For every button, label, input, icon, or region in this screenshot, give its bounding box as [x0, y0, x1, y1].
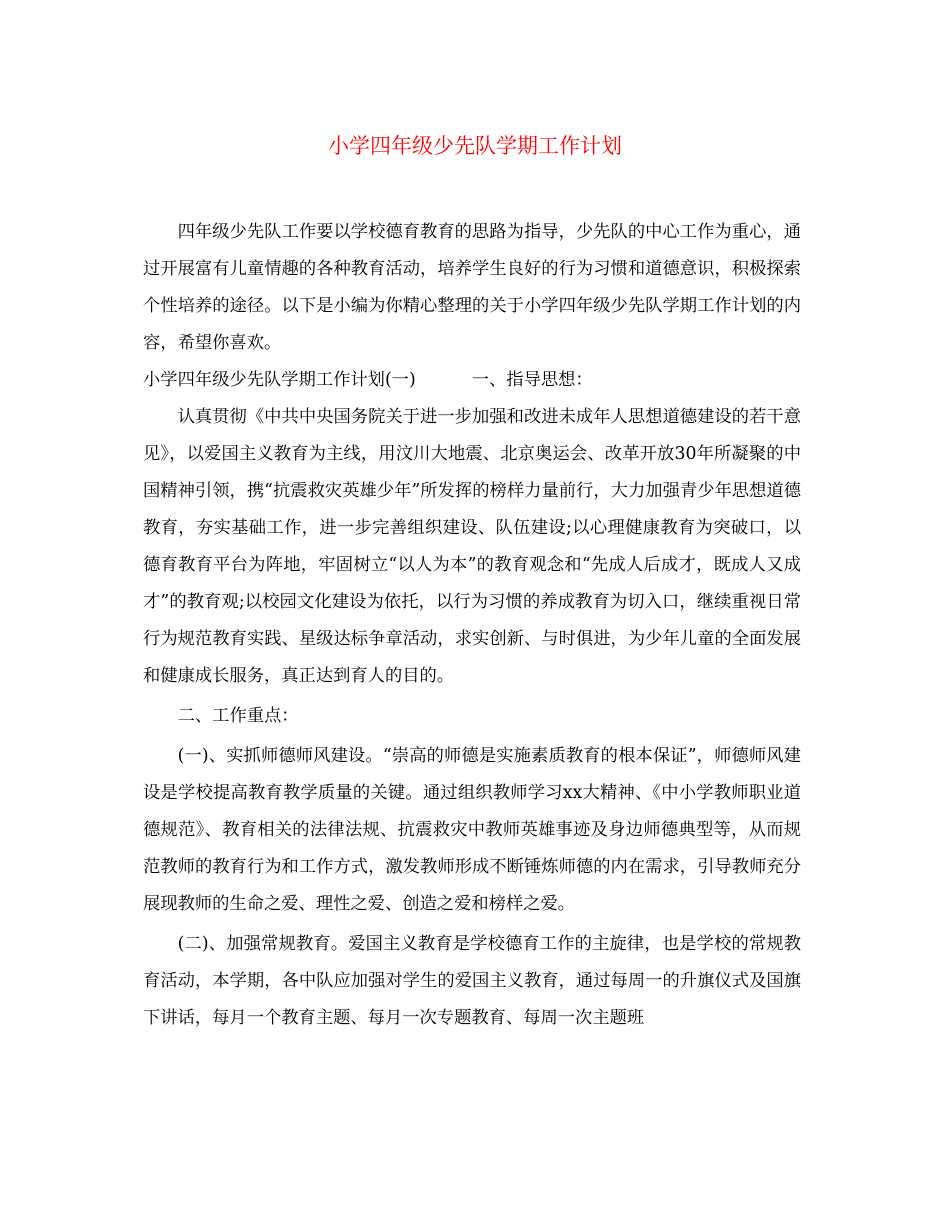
- routine-education-paragraph: (二)、加强常规教育。爱国主义教育是学校德育工作的主旋律，也是学校的常规教育活动，本学期，各中队应加强对学生的爱国主义教育，通过每周一的升旗仪式及国旗下讲话，每月一个教育主题、每月一次专题教育、每周一次主题班: [143, 934, 801, 1028]
- teacher-ethics-paragraph: (一)、实抓师德师风建设。“崇高的师德是实施素质教育的根本保证”，师德师风建设是学校提高教育教学质量的关键。通过组织教师学习xx大精神、《中小学教师职业道德规范》、教育相关的法律法规、抗震救灾中教师英雄事迹及身边师德典型等，从而规范教师的教育行为和工作方式，激发教师形成不断锤炼师德的内在需求，引导教师充分展现教师的生命之爱、理性之爱、创造之爱和榜样之爱。: [143, 746, 801, 914]
- work-focus-heading: 二、工作重点：: [177, 706, 299, 726]
- intro-paragraph: 四年级少先队工作要以学校德育教育的思路为指导，少先队的中心工作为重心，通过开展富有儿童情趣的各种教育活动，培养学生良好的行为习惯和道德意识，积极探索个性培养的途径。以下是小编为你精心整理的关于小学四年级少先队学期工作计划的内容，希望你喜欢。: [143, 222, 801, 353]
- plan-subtitle: 小学四年级少先队学期工作计划(一): [143, 370, 416, 390]
- guiding-ideology-paragraph: 认真贯彻《中共中央国务院关于进一步加强和改进未成年人思想道德建设的若干意见》，以爱国主义教育为主线，用汶川大地震、北京奥运会、改革开放30年所凝聚的中国精神引领，携“抗震救灾英雄少年”所发挥的榜样力量前行，大力加强青少年思想道德教育，夯实基础工作，进一步完善组织建设、队伍建设;以心理健康教育为突破口，以德育教育平台为阵地，牢固树立“以人为本”的教育观念和“先成人后成才，既成人又成才”的教育观;以校园文化建设为依托，以行为习惯的养成教育为切入口，继续重视日常行为规范教育实践、星级达标争章活动，求实创新、与时俱进，为少年儿童的全面发展和健康成长服务，真正达到育人的目的。: [143, 407, 801, 686]
- section-heading-line: [143, 362, 801, 399]
- guiding-ideology-heading: 一、指导思想：: [471, 370, 593, 390]
- document-body: [143, 214, 801, 1037]
- document-title: 小学四年级少先队学期工作计划: [328, 134, 622, 158]
